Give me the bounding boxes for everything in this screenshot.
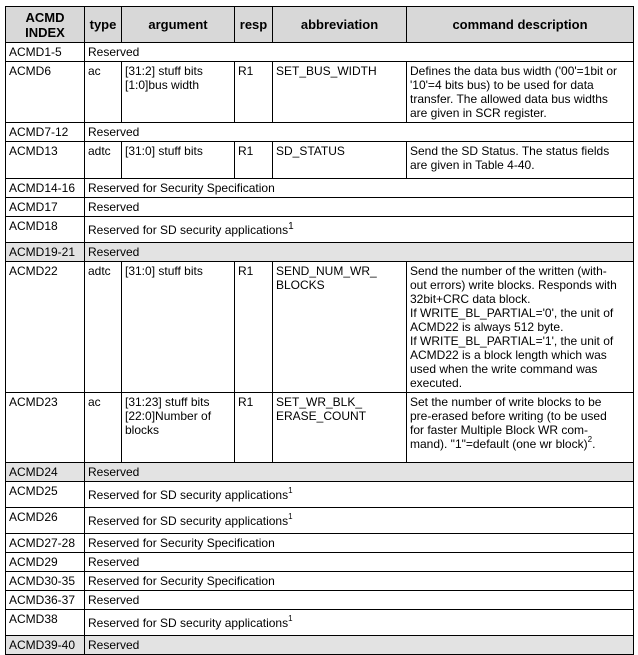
table-row xyxy=(6,142,634,179)
footnote-marker: 1 xyxy=(288,614,293,623)
table-row xyxy=(6,262,634,393)
cell-line: SET_BUS_WIDTH xyxy=(276,64,377,78)
reserved-cell xyxy=(85,534,634,553)
acmd-index-cell: ACMD39-40 xyxy=(6,636,85,655)
reserved-text: Reserved xyxy=(88,465,140,479)
acmd-index-cell: ACMD38 xyxy=(6,610,85,636)
acmd-command-table xyxy=(5,6,634,655)
cell-line: SEND_NUM_WR_ xyxy=(276,264,377,278)
cell-line: ERASE_COUNT xyxy=(276,409,367,423)
cell-line: [31:23] stuff bits xyxy=(125,395,210,409)
table-row xyxy=(6,217,634,243)
description-cell xyxy=(407,262,634,393)
reserved-text: Reserved for SD security applications xyxy=(88,514,289,528)
type-cell: ac xyxy=(85,62,122,123)
cell-line: out errors) write blocks. Responds with xyxy=(410,278,617,292)
abbreviation-cell xyxy=(273,393,407,463)
table-header-row xyxy=(6,7,634,43)
reserved-text: Reserved xyxy=(88,45,140,59)
description-cell xyxy=(407,62,634,123)
table-row xyxy=(6,198,634,217)
reserved-text: Reserved xyxy=(88,638,140,652)
cell-line: Send the number of the written (with- xyxy=(410,264,607,278)
cell-line: SET_WR_BLK_ xyxy=(276,395,363,409)
type-cell: adtc xyxy=(85,262,122,393)
cell-line: transfer. The allowed data bus widths xyxy=(410,92,608,106)
header-resp: resp xyxy=(235,7,273,43)
reserved-text: Reserved for SD security applications xyxy=(88,488,289,502)
table-row xyxy=(6,610,634,636)
cell-line: Send the SD Status. The status fields xyxy=(410,144,610,158)
table-row xyxy=(6,43,634,62)
footnote-marker: 1 xyxy=(288,486,293,495)
acmd-index-cell: ACMD14-16 xyxy=(6,179,85,198)
reserved-cell xyxy=(85,508,634,534)
table-row xyxy=(6,243,634,262)
acmd-index-cell: ACMD26 xyxy=(6,508,85,534)
table-row xyxy=(6,553,634,572)
resp-cell: R1 xyxy=(235,262,273,393)
type-cell: adtc xyxy=(85,142,122,179)
cell-line: mand). "1"=default (one wr block)$^2$. xyxy=(410,435,596,451)
cell-line: If WRITE_BL_PARTIAL='0', the unit of xyxy=(410,306,614,320)
reserved-cell xyxy=(85,217,634,243)
acmd-index-cell: ACMD17 xyxy=(6,198,85,217)
cell-line: [31:2] stuff bits xyxy=(125,64,203,78)
reserved-cell xyxy=(85,43,634,62)
acmd-index-cell: ACMD13 xyxy=(6,142,85,179)
reserved-text: Reserved for SD security applications xyxy=(88,616,289,630)
cell-line: SD_STATUS xyxy=(276,144,345,158)
table-body xyxy=(6,43,634,655)
table-row xyxy=(6,62,634,123)
reserved-text: Reserved for SD security applications xyxy=(88,223,289,237)
resp-cell: R1 xyxy=(235,62,273,123)
acmd-index-cell: ACMD1-5 xyxy=(6,43,85,62)
footnote-marker: 2 xyxy=(587,435,593,444)
header-type: type xyxy=(85,7,122,43)
resp-cell: R1 xyxy=(235,393,273,463)
header-abbreviation: abbreviation xyxy=(273,7,407,43)
cell-line: Set the number of write blocks to be xyxy=(410,395,602,409)
cell-line: ACMD22 is a block length which was xyxy=(410,348,607,362)
cell-line: Defines the data bus width ('00'=1bit or xyxy=(410,64,618,78)
table-row xyxy=(6,179,634,198)
reserved-cell xyxy=(85,463,634,482)
acmd-index-cell: ACMD24 xyxy=(6,463,85,482)
header-acmd-index-label: ACMD INDEX xyxy=(25,9,65,40)
table-row xyxy=(6,534,634,553)
reserved-cell xyxy=(85,123,634,142)
acmd-index-cell: ACMD25 xyxy=(6,482,85,508)
cell-line: [1:0]bus width xyxy=(125,78,200,92)
reserved-text: Reserved xyxy=(88,593,140,607)
cell-line: are given in Table 4-40. xyxy=(410,158,535,172)
reserved-cell xyxy=(85,198,634,217)
acmd-index-cell: ACMD23 xyxy=(6,393,85,463)
reserved-text: Reserved xyxy=(88,200,140,214)
cell-line: used when the write command was xyxy=(410,362,598,376)
footnote-marker: 1 xyxy=(288,512,293,521)
reserved-cell xyxy=(85,243,634,262)
cell-line: [31:0] stuff bits xyxy=(125,264,203,278)
cell-line: blocks xyxy=(125,423,160,437)
abbreviation-cell xyxy=(273,262,407,393)
acmd-index-cell: ACMD18 xyxy=(6,217,85,243)
cell-line: '10'=4 bits bus) to be used for data xyxy=(410,78,594,92)
argument-cell xyxy=(122,262,235,393)
table-row xyxy=(6,591,634,610)
table-row xyxy=(6,482,634,508)
table-row xyxy=(6,123,634,142)
acmd-index-cell: ACMD22 xyxy=(6,262,85,393)
acmd-index-cell: ACMD27-28 xyxy=(6,534,85,553)
cell-line: pre-erased before writing (to be used xyxy=(410,409,607,423)
reserved-text: Reserved xyxy=(88,125,140,139)
reserved-cell xyxy=(85,572,634,591)
reserved-text: Reserved for Security Specification xyxy=(88,574,275,588)
cell-line: [22:0]Number of xyxy=(125,409,212,423)
acmd-index-cell: ACMD7-12 xyxy=(6,123,85,142)
reserved-cell xyxy=(85,179,634,198)
resp-cell: R1 xyxy=(235,142,273,179)
table-row xyxy=(6,463,634,482)
acmd-index-cell: ACMD6 xyxy=(6,62,85,123)
acmd-index-cell: ACMD30-35 xyxy=(6,572,85,591)
description-cell xyxy=(407,393,634,463)
table-row xyxy=(6,636,634,655)
argument-cell xyxy=(122,393,235,463)
argument-cell xyxy=(122,62,235,123)
cell-line: are given in SCR register. xyxy=(410,106,547,120)
reserved-text: Reserved for Security Specification xyxy=(88,536,275,550)
cell-line: 32bit+CRC data block. xyxy=(410,292,531,306)
cell-line: BLOCKS xyxy=(276,278,325,292)
cell-line: If WRITE_BL_PARTIAL='1', the unit of xyxy=(410,334,614,348)
abbreviation-cell xyxy=(273,62,407,123)
cell-line: ACMD22 is always 512 byte. xyxy=(410,320,564,334)
reserved-text: Reserved xyxy=(88,555,140,569)
header-command-description: command description xyxy=(407,7,634,43)
abbreviation-cell xyxy=(273,142,407,179)
table-row xyxy=(6,508,634,534)
header-argument: argument xyxy=(122,7,235,43)
cell-line: [31:0] stuff bits xyxy=(125,144,203,158)
acmd-index-cell: ACMD36-37 xyxy=(6,591,85,610)
reserved-text: Reserved xyxy=(88,245,140,259)
reserved-text: Reserved for Security Specification xyxy=(88,181,275,195)
acmd-index-cell: ACMD19-21 xyxy=(6,243,85,262)
reserved-cell xyxy=(85,610,634,636)
acmd-index-cell: ACMD29 xyxy=(6,553,85,572)
argument-cell xyxy=(122,142,235,179)
cell-line: for faster Multiple Block WR com- xyxy=(410,423,589,437)
footnote-marker: 1 xyxy=(288,221,294,232)
reserved-cell xyxy=(85,482,634,508)
reserved-cell xyxy=(85,553,634,572)
description-cell xyxy=(407,142,634,179)
reserved-cell xyxy=(85,591,634,610)
table-row xyxy=(6,393,634,463)
header-acmd-index xyxy=(6,7,85,43)
reserved-cell xyxy=(85,636,634,655)
cell-line: executed. xyxy=(410,376,463,390)
table-row xyxy=(6,572,634,591)
type-cell: ac xyxy=(85,393,122,463)
